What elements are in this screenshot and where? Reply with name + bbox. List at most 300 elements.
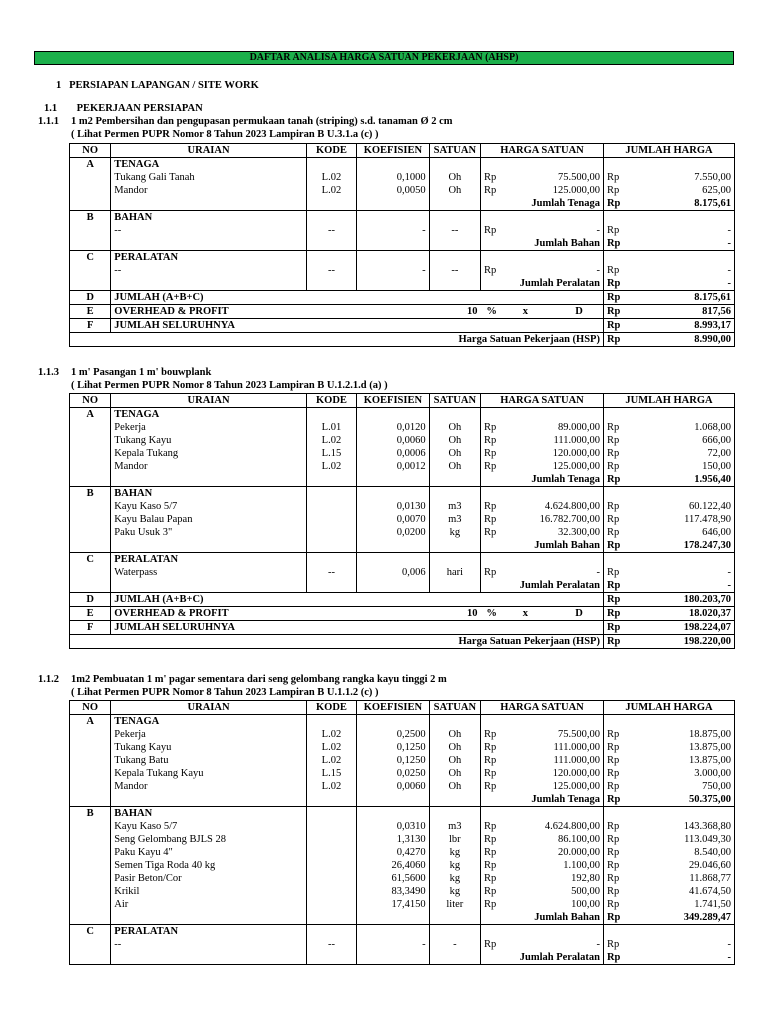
table-row: [70, 434, 735, 447]
empty-cell: [111, 579, 306, 593]
col-header-uraian: URAIAN: [111, 394, 306, 408]
row-uraian: Tukang Kayu: [111, 741, 306, 754]
empty-cell: [70, 237, 111, 251]
empty-cell: [503, 251, 604, 265]
row-jumlah-harga: 72,00: [628, 447, 735, 460]
overhead-formula: x D: [503, 607, 604, 621]
empty-cell: [429, 473, 480, 487]
item-number: 1.1.2: [38, 674, 59, 685]
empty-cell: [70, 820, 111, 833]
total-label: JUMLAH SELURUHNYA: [111, 319, 604, 333]
empty-cell: [357, 925, 430, 939]
document-title: DAFTAR ANALISA HARGA SATUAN PEKERJAAN (AHSP): [34, 51, 734, 65]
row-rp-label: Rp: [481, 780, 503, 793]
empty-cell: [70, 833, 111, 846]
empty-cell: [357, 539, 430, 553]
row-kode: [306, 526, 356, 539]
empty-cell: [503, 925, 604, 939]
col-header-kode: KODE: [306, 701, 356, 715]
empty-cell: [357, 211, 430, 225]
row-rp-label: Rp: [603, 291, 627, 305]
empty-cell: [111, 793, 306, 807]
row-kode: --: [306, 938, 356, 951]
row-koefisien: 0,0130: [357, 500, 430, 513]
row-rp-label: Rp: [603, 319, 627, 333]
row-rp-label: Rp: [481, 938, 503, 951]
empty-cell: [306, 197, 356, 211]
total-letter: E: [70, 607, 111, 621]
row-satuan: Oh: [429, 754, 480, 767]
row-rp-label: Rp: [603, 237, 627, 251]
row-jumlah-harga: -: [628, 938, 735, 951]
col-header-jumlah-harga: JUMLAH HARGA: [603, 701, 734, 715]
row-koefisien: 0,0120: [357, 421, 430, 434]
empty-cell: [503, 158, 604, 172]
col-header-harga-satuan: HARGA SATUAN: [481, 701, 604, 715]
table-row: [70, 264, 735, 277]
row-satuan: Oh: [429, 741, 480, 754]
empty-cell: [70, 197, 111, 211]
row-kode: [306, 820, 356, 833]
empty-cell: [357, 197, 430, 211]
row-rp-label: Rp: [603, 333, 627, 347]
empty-cell: [70, 579, 111, 593]
empty-cell: [603, 408, 627, 422]
row-satuan: kg: [429, 885, 480, 898]
table-header: [70, 144, 735, 158]
empty-cell: [111, 951, 306, 965]
subtotal-row: [70, 473, 735, 487]
empty-cell: [481, 553, 503, 567]
group-letter: B: [70, 487, 111, 501]
empty-cell: [70, 911, 111, 925]
empty-cell: [70, 885, 111, 898]
empty-cell: [306, 408, 356, 422]
row-uraian: Pekerja: [111, 421, 306, 434]
row-rp-label: Rp: [481, 859, 503, 872]
row-jumlah-harga: 646,00: [628, 526, 735, 539]
empty-cell: [70, 264, 111, 277]
row-rp-label: Rp: [481, 171, 503, 184]
empty-cell: [503, 408, 604, 422]
empty-cell: [503, 211, 604, 225]
table-row: [70, 224, 735, 237]
empty-cell: [306, 277, 356, 291]
empty-cell: [357, 807, 430, 821]
row-harga-satuan: 125.000,00: [503, 780, 604, 793]
group-label: BAHAN: [111, 807, 306, 821]
row-satuan: m3: [429, 820, 480, 833]
empty-cell: [70, 434, 111, 447]
total-row: [70, 607, 735, 621]
empty-cell: [111, 237, 306, 251]
table-row: [70, 513, 735, 526]
empty-cell: [481, 408, 503, 422]
row-satuan: Oh: [429, 421, 480, 434]
row-rp-label: Rp: [603, 859, 627, 872]
row-rp-label: Rp: [481, 820, 503, 833]
row-satuan: --: [429, 264, 480, 277]
empty-cell: [306, 951, 356, 965]
row-kode: L.02: [306, 434, 356, 447]
hsp-value: 198.220,00: [628, 635, 735, 649]
row-kode: --: [306, 566, 356, 579]
empty-cell: [603, 715, 627, 729]
group-label: TENAGA: [111, 408, 306, 422]
empty-cell: [628, 715, 735, 729]
empty-cell: [111, 277, 306, 291]
row-jumlah-harga: 666,00: [628, 434, 735, 447]
item-reference: ( Lihat Permen PUPR Nomor 8 Tahun 2023 Lampiran B U.1.2.1.d (a) ): [71, 380, 388, 391]
row-satuan: Oh: [429, 171, 480, 184]
row-rp-label: Rp: [481, 741, 503, 754]
subtotal-row: [70, 793, 735, 807]
row-kode: [306, 513, 356, 526]
total-row: [70, 291, 735, 305]
empty-cell: [429, 911, 480, 925]
row-koefisien: 83,3490: [357, 885, 430, 898]
row-harga-satuan: 4.624.800,00: [503, 820, 604, 833]
table-row: [70, 846, 735, 859]
group-label: BAHAN: [111, 487, 306, 501]
group-label: BAHAN: [111, 211, 306, 225]
empty-cell: [481, 211, 503, 225]
row-rp-label: Rp: [603, 911, 627, 925]
subtotal-label: Jumlah Bahan: [481, 237, 604, 251]
row-harga-satuan: 125.000,00: [503, 460, 604, 473]
table-row: [70, 820, 735, 833]
row-koefisien: 0,4270: [357, 846, 430, 859]
row-harga-satuan: 100,00: [503, 898, 604, 911]
row-uraian: --: [111, 938, 306, 951]
col-header-no: NO: [70, 394, 111, 408]
row-rp-label: Rp: [603, 767, 627, 780]
subtotal-row: [70, 911, 735, 925]
ahsp-table: [69, 393, 735, 649]
empty-cell: [429, 197, 480, 211]
empty-cell: [503, 807, 604, 821]
group-header: [70, 408, 735, 422]
total-value: 180.203,70: [628, 593, 735, 607]
row-koefisien: 0,006: [357, 566, 430, 579]
empty-cell: [357, 277, 430, 291]
group-header: [70, 925, 735, 939]
table-row: [70, 859, 735, 872]
table-row: [70, 885, 735, 898]
subtotal-value: -: [628, 579, 735, 593]
empty-cell: [306, 911, 356, 925]
empty-cell: [70, 526, 111, 539]
empty-cell: [70, 780, 111, 793]
row-uraian: Air: [111, 898, 306, 911]
row-kode: L.15: [306, 767, 356, 780]
empty-cell: [306, 539, 356, 553]
subtotal-value: 349.289,47: [628, 911, 735, 925]
empty-cell: [429, 951, 480, 965]
subsection-label: PEKERJAAN PERSIAPAN: [76, 103, 203, 114]
subtotal-value: 178.247,30: [628, 539, 735, 553]
row-harga-satuan: 16.782.700,00: [503, 513, 604, 526]
subsection-number: 1.1: [44, 103, 58, 114]
total-label: OVERHEAD & PROFIT: [111, 305, 429, 319]
subtotal-row: [70, 579, 735, 593]
col-header-no: NO: [70, 701, 111, 715]
table-row: [70, 171, 735, 184]
col-header-uraian: URAIAN: [111, 144, 306, 158]
total-value: 817,56: [628, 305, 735, 319]
table-row: [70, 421, 735, 434]
total-label: OVERHEAD & PROFIT: [111, 607, 429, 621]
group-letter: B: [70, 211, 111, 225]
row-rp-label: Rp: [603, 872, 627, 885]
row-kode: [306, 833, 356, 846]
empty-cell: [603, 925, 627, 939]
row-satuan: -: [429, 938, 480, 951]
row-jumlah-harga: 8.540,00: [628, 846, 735, 859]
row-koefisien: 0,1250: [357, 741, 430, 754]
subtotal-value: -: [628, 951, 735, 965]
empty-cell: [603, 807, 627, 821]
empty-cell: [306, 807, 356, 821]
row-harga-satuan: 32.300,00: [503, 526, 604, 539]
row-kode: [306, 500, 356, 513]
table-row: [70, 780, 735, 793]
row-uraian: --: [111, 224, 306, 237]
row-rp-label: Rp: [603, 277, 627, 291]
empty-cell: [111, 911, 306, 925]
empty-cell: [603, 211, 627, 225]
col-header-koefisien: KOEFISIEN: [357, 394, 430, 408]
empty-cell: [306, 473, 356, 487]
subtotal-row: [70, 237, 735, 251]
empty-cell: [357, 487, 430, 501]
row-kode: --: [306, 264, 356, 277]
row-rp-label: Rp: [603, 754, 627, 767]
row-rp-label: Rp: [603, 473, 627, 487]
overhead-percent-value: 10: [429, 607, 480, 621]
empty-cell: [306, 925, 356, 939]
col-header-satuan: SATUAN: [429, 394, 480, 408]
empty-cell: [429, 925, 480, 939]
subtotal-label: Jumlah Bahan: [481, 539, 604, 553]
item-reference: ( Lihat Permen PUPR Nomor 8 Tahun 2023 Lampiran B U.1.1.2 (c) ): [71, 687, 379, 698]
row-harga-satuan: -: [503, 566, 604, 579]
col-header-satuan: SATUAN: [429, 144, 480, 158]
row-satuan: m3: [429, 513, 480, 526]
total-row: [70, 319, 735, 333]
row-kode: --: [306, 224, 356, 237]
row-rp-label: Rp: [603, 434, 627, 447]
row-jumlah-harga: 150,00: [628, 460, 735, 473]
row-jumlah-harga: 13.875,00: [628, 741, 735, 754]
total-letter: F: [70, 319, 111, 333]
empty-cell: [628, 487, 735, 501]
empty-cell: [70, 872, 111, 885]
row-satuan: Oh: [429, 434, 480, 447]
row-rp-label: Rp: [481, 754, 503, 767]
row-harga-satuan: -: [503, 938, 604, 951]
row-harga-satuan: 111.000,00: [503, 741, 604, 754]
empty-cell: [357, 951, 430, 965]
row-harga-satuan: 86.100,00: [503, 833, 604, 846]
empty-cell: [70, 171, 111, 184]
row-satuan: liter: [429, 898, 480, 911]
empty-cell: [429, 793, 480, 807]
row-satuan: --: [429, 224, 480, 237]
row-koefisien: 0,0250: [357, 767, 430, 780]
row-koefisien: 26,4060: [357, 859, 430, 872]
item-title: 1m2 Pembuatan 1 m' pagar sementara dari seng gelombang rangka kayu tinggi 2 m: [71, 674, 447, 685]
row-uraian: Mandor: [111, 780, 306, 793]
row-rp-label: Rp: [603, 566, 627, 579]
row-rp-label: Rp: [603, 460, 627, 473]
empty-cell: [70, 859, 111, 872]
row-uraian: Tukang Kayu: [111, 434, 306, 447]
total-row: [70, 621, 735, 635]
empty-cell: [111, 197, 306, 211]
row-rp-label: Rp: [603, 635, 627, 649]
row-koefisien: 0,0050: [357, 184, 430, 197]
col-header-jumlah-harga: JUMLAH HARGA: [603, 394, 734, 408]
row-rp-label: Rp: [481, 513, 503, 526]
row-satuan: kg: [429, 526, 480, 539]
row-satuan: kg: [429, 859, 480, 872]
table-row: [70, 500, 735, 513]
row-uraian: Kayu Kaso 5/7: [111, 820, 306, 833]
empty-cell: [70, 951, 111, 965]
row-uraian: Pasir Beton/Cor: [111, 872, 306, 885]
row-rp-label: Rp: [481, 434, 503, 447]
empty-cell: [357, 473, 430, 487]
empty-cell: [70, 767, 111, 780]
total-value: 8.993,17: [628, 319, 735, 333]
empty-cell: [70, 566, 111, 579]
subtotal-label: Jumlah Tenaga: [481, 473, 604, 487]
item-number: 1.1.1: [38, 116, 59, 127]
row-satuan: Oh: [429, 460, 480, 473]
col-header-no: NO: [70, 144, 111, 158]
row-jumlah-harga: 18.875,00: [628, 728, 735, 741]
row-rp-label: Rp: [481, 500, 503, 513]
group-header: [70, 715, 735, 729]
row-koefisien: 0,1000: [357, 171, 430, 184]
empty-cell: [628, 807, 735, 821]
row-jumlah-harga: 143.368,80: [628, 820, 735, 833]
empty-cell: [306, 715, 356, 729]
subtotal-label: Jumlah Bahan: [481, 911, 604, 925]
empty-cell: [70, 447, 111, 460]
row-harga-satuan: 75.500,00: [503, 728, 604, 741]
row-jumlah-harga: 1.741,50: [628, 898, 735, 911]
empty-cell: [603, 158, 627, 172]
row-satuan: Oh: [429, 447, 480, 460]
row-rp-label: Rp: [481, 846, 503, 859]
empty-cell: [429, 807, 480, 821]
empty-cell: [70, 846, 111, 859]
empty-cell: [429, 579, 480, 593]
row-koefisien: 17,4150: [357, 898, 430, 911]
row-jumlah-harga: 3.000,00: [628, 767, 735, 780]
empty-cell: [70, 793, 111, 807]
subsection-heading: [44, 103, 203, 114]
row-kode: [306, 898, 356, 911]
empty-cell: [357, 553, 430, 567]
row-koefisien: -: [357, 938, 430, 951]
row-satuan: Oh: [429, 767, 480, 780]
table-row: [70, 898, 735, 911]
col-header-jumlah-harga: JUMLAH HARGA: [603, 144, 734, 158]
group-header: [70, 487, 735, 501]
row-rp-label: Rp: [481, 526, 503, 539]
col-header-harga-satuan: HARGA SATUAN: [481, 394, 604, 408]
empty-cell: [429, 553, 480, 567]
empty-cell: [306, 793, 356, 807]
item-reference: ( Lihat Permen PUPR Nomor 8 Tahun 2023 Lampiran B U.3.1.a (c) ): [71, 129, 379, 140]
table-row: [70, 833, 735, 846]
row-jumlah-harga: 13.875,00: [628, 754, 735, 767]
row-koefisien: 0,0070: [357, 513, 430, 526]
row-kode: L.15: [306, 447, 356, 460]
percent-sign: %: [481, 607, 503, 621]
table-row: [70, 741, 735, 754]
row-harga-satuan: 192,80: [503, 872, 604, 885]
col-header-satuan: SATUAN: [429, 701, 480, 715]
row-uraian: Kepala Tukang Kayu: [111, 767, 306, 780]
group-letter: C: [70, 925, 111, 939]
total-value: 8.175,61: [628, 291, 735, 305]
row-rp-label: Rp: [603, 184, 627, 197]
empty-cell: [429, 539, 480, 553]
subtotal-row: [70, 539, 735, 553]
row-harga-satuan: -: [503, 224, 604, 237]
empty-cell: [481, 715, 503, 729]
empty-cell: [429, 408, 480, 422]
empty-cell: [70, 754, 111, 767]
empty-cell: [306, 553, 356, 567]
row-jumlah-harga: -: [628, 224, 735, 237]
empty-cell: [70, 421, 111, 434]
ahsp-table: [69, 700, 735, 965]
empty-cell: [603, 251, 627, 265]
row-harga-satuan: 125.000,00: [503, 184, 604, 197]
row-harga-satuan: 4.624.800,00: [503, 500, 604, 513]
item-title: 1 m' Pasangan 1 m' bouwplank: [71, 367, 212, 378]
group-letter: A: [70, 158, 111, 172]
row-rp-label: Rp: [603, 820, 627, 833]
empty-cell: [429, 487, 480, 501]
row-jumlah-harga: 113.049,30: [628, 833, 735, 846]
empty-cell: [628, 553, 735, 567]
row-jumlah-harga: 41.674,50: [628, 885, 735, 898]
empty-cell: [357, 579, 430, 593]
total-value: 198.224,07: [628, 621, 735, 635]
empty-cell: [111, 473, 306, 487]
row-rp-label: Rp: [481, 833, 503, 846]
overhead-percent-value: 10: [429, 305, 480, 319]
empty-cell: [429, 251, 480, 265]
empty-cell: [481, 487, 503, 501]
row-koefisien: -: [357, 224, 430, 237]
group-letter: C: [70, 251, 111, 265]
row-uraian: Mandor: [111, 184, 306, 197]
group-letter: C: [70, 553, 111, 567]
group-letter: B: [70, 807, 111, 821]
row-kode: L.02: [306, 780, 356, 793]
item-number: 1.1.3: [38, 367, 59, 378]
group-header: [70, 553, 735, 567]
group-label: PERALATAN: [111, 925, 306, 939]
total-letter: E: [70, 305, 111, 319]
